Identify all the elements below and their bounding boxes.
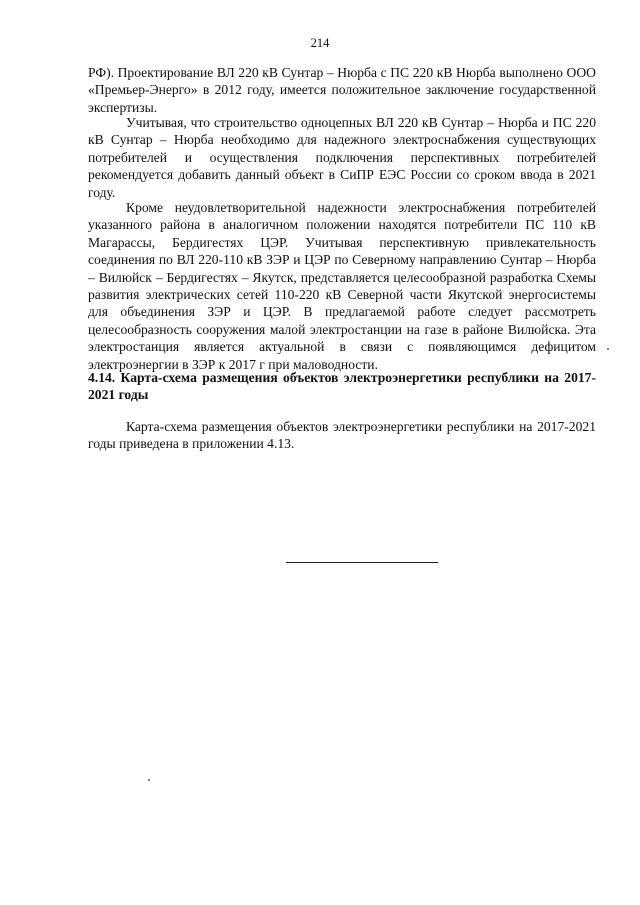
section-heading: 4.14. Карта-схема размещения объектов электроэнергетики республики на 2017- 2021 годы <box>88 370 596 403</box>
body-paragraph <box>88 199 596 373</box>
page-number: 214 <box>310 36 330 50</box>
scan-speck <box>607 348 609 350</box>
body-paragraph <box>88 114 596 201</box>
paragraph-text: РФ). Проектирование ВЛ 220 кВ Сунтар – Нюрба с ПС 220 кВ Нюрба выполнено ООО «Премьер-Энерго» в 2012 году, имеется положительное заключение государственной экспертизы. <box>88 65 596 115</box>
scan-speck <box>148 779 150 781</box>
end-separator-line <box>286 562 438 563</box>
body-paragraph <box>88 64 596 116</box>
paragraph-text: Учитывая, что строительство одноцепных ВЛ 220 кВ Сунтар – Нюрба и ПС 220 кВ Сунтар – Нюрба необходимо для надежного электроснабжения существующих потребителей и осуществления подключения перспективных потребителей рекомендуется добавить данный объект в СиПР ЕЭС России со сроком ввода в 2021 году. <box>88 115 596 200</box>
body-paragraph <box>88 418 596 453</box>
paragraph-text: Кроме неудовлетворительной надежности электроснабжения потребителей указанного района в аналогичном положении находятся потребители ПС 110 кВ Магарассы, Бердигестях ЦЭР. Учитывая перспективную привлекательность соединения по ВЛ 220-110 кВ ЗЭР и ЦЭР по Северному направлению Сунтар – Нюрба – Вилюйск – Бердигестях – Якутск, представляется целесообразной разработка Схемы развития электрических сетей 110-220 кВ Северной части Якутской энергосистемы для объединения ЗЭР и ЦЭР. В предлагаемой работе следует рассмотреть целесообразность сооружения малой электростанции на газе в районе Вилюйска. Эта электростанция является актуальной в связи с появляющимся дефицитом электроэнергии в ЗЭР к 2017 г при маловодности. <box>88 200 596 372</box>
paragraph-text: Карта-схема размещения объектов электроэнергетики республики на 2017-2021 годы приведена в приложении 4.13. <box>88 419 596 452</box>
